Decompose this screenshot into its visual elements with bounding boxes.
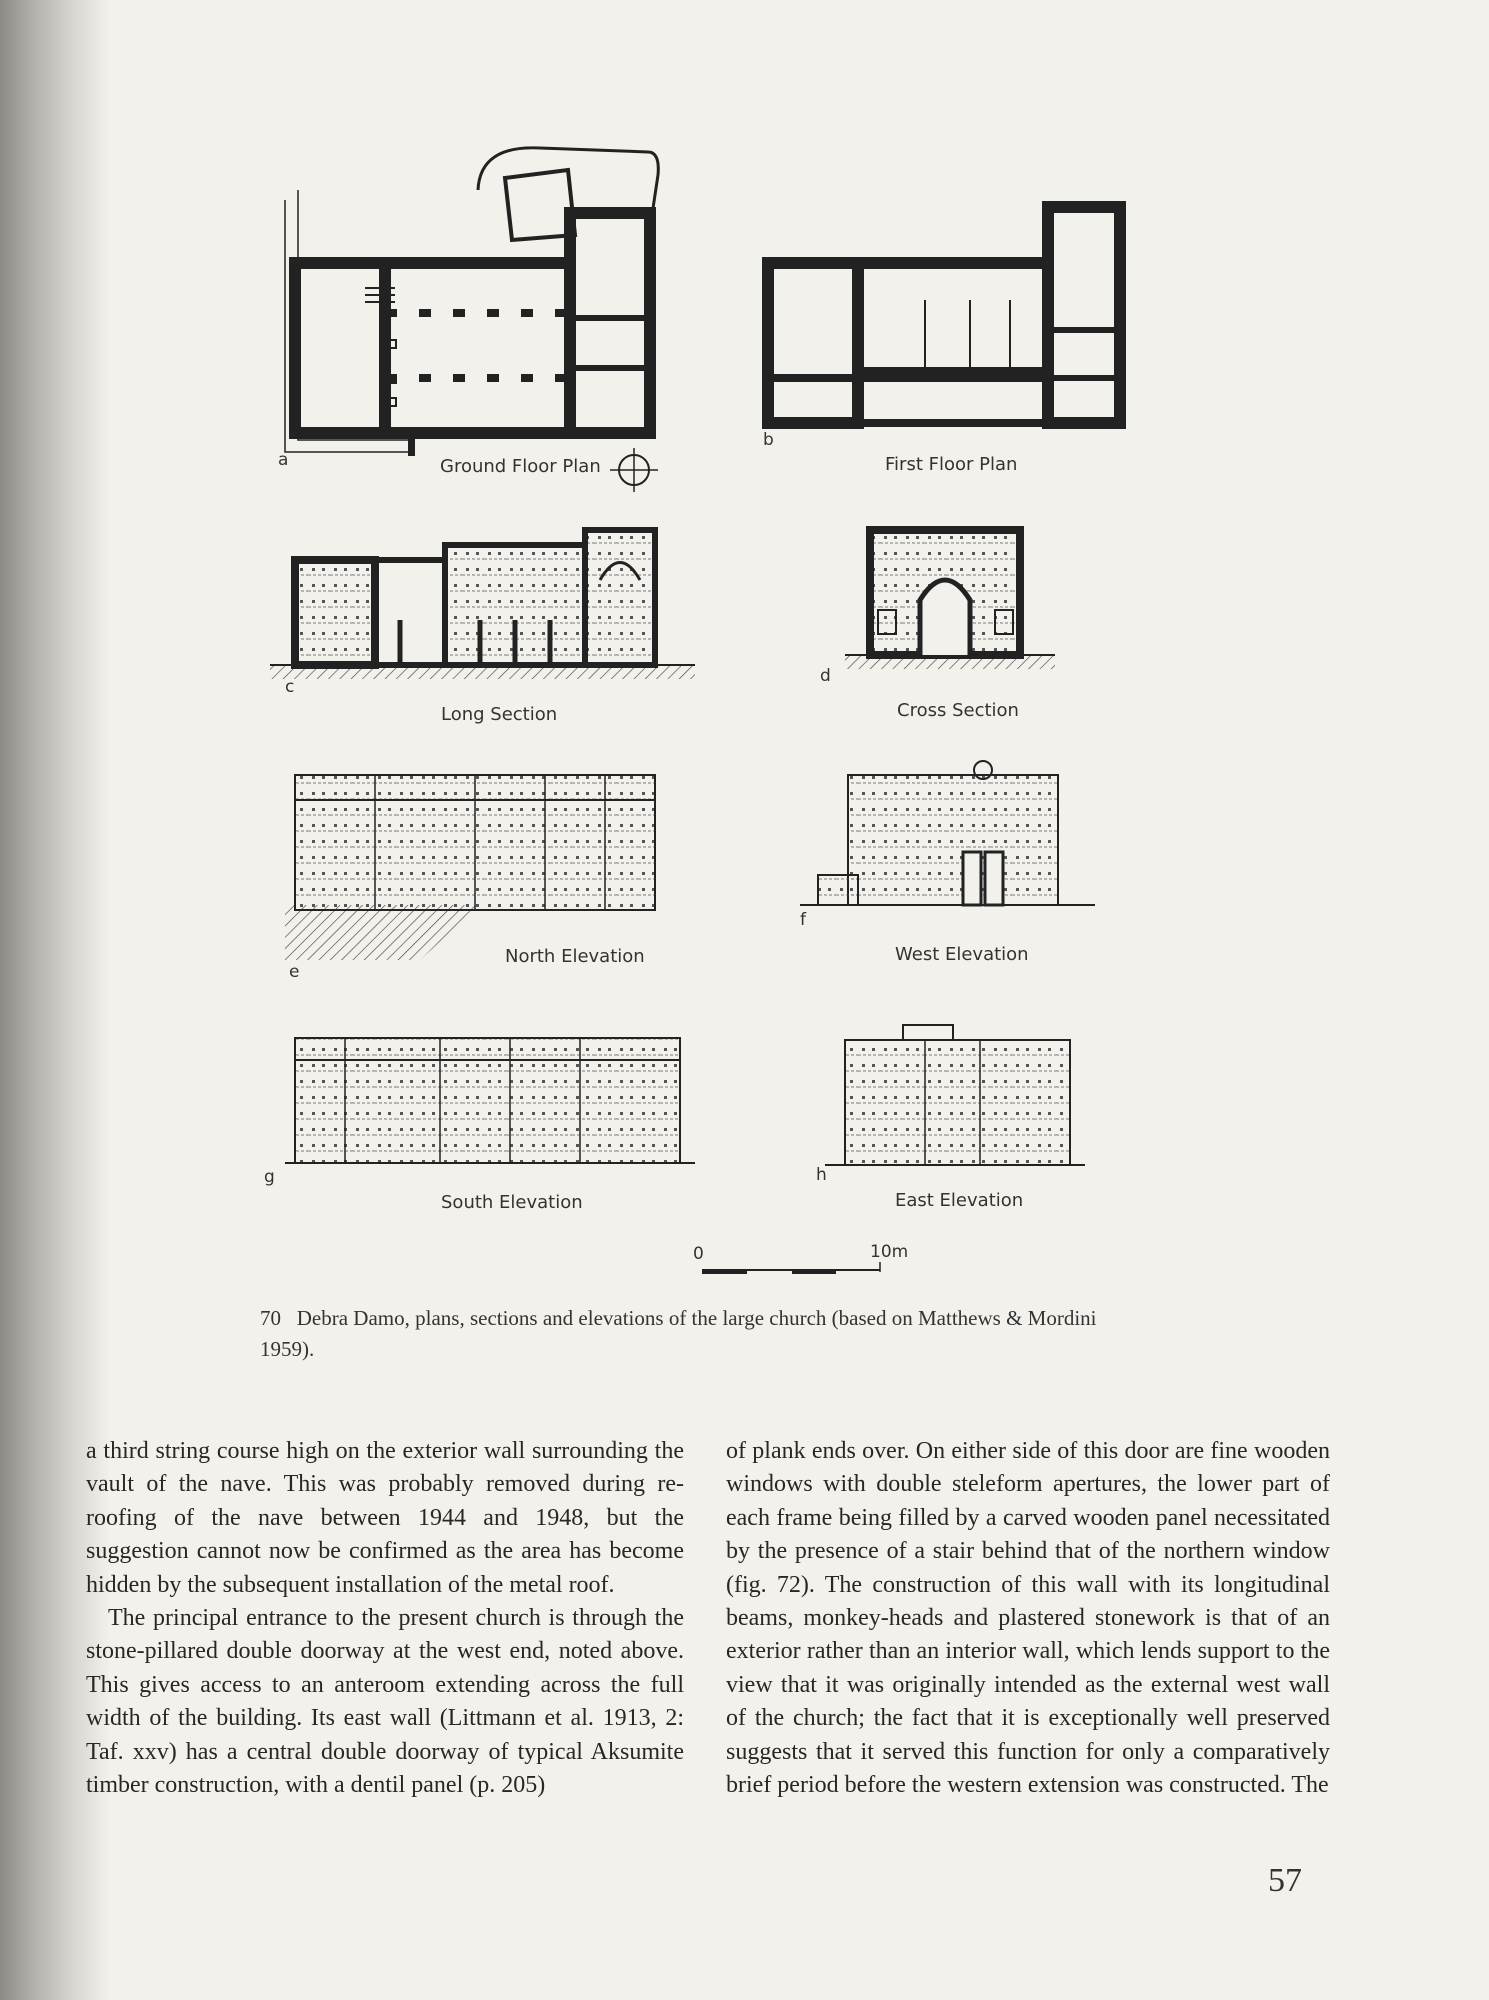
body-right-column (726, 1435, 1330, 1802)
long-section (270, 530, 695, 679)
east-elevation (825, 1025, 1085, 1165)
panel-label-north-elevation: North Elevation (505, 946, 645, 967)
north-elevation (285, 775, 655, 960)
body-left-column (86, 1435, 684, 1802)
west-elevation (800, 761, 1095, 905)
panel-label-west-elevation: West Elevation (895, 944, 1029, 965)
scale-end-label: 10m (870, 1242, 909, 1262)
panel-label-cross-section: Cross Section (897, 700, 1019, 721)
scale-bar (702, 1262, 880, 1274)
caption-number: 70 (260, 1306, 281, 1330)
panel-label-first-floor-plan: First Floor Plan (885, 454, 1018, 475)
scale-start-label: 0 (693, 1244, 704, 1264)
first-floor-plan (768, 207, 1120, 423)
panel-label-east-elevation: East Elevation (895, 1190, 1024, 1211)
panel-label-long-section: Long Section (441, 704, 558, 725)
panel-letter-e: e (289, 962, 300, 982)
figure-caption (260, 1303, 1140, 1365)
ground-floor-plan (285, 148, 658, 492)
panel-letter-h: h (816, 1165, 827, 1185)
south-elevation (285, 1038, 695, 1163)
panel-label-south-elevation: South Elevation (441, 1192, 583, 1213)
panel-letter-d: d (820, 666, 831, 686)
caption-text: Debra Damo, plans, sections and elevations of the large church (based on Matthews & Mordini 1959). (260, 1306, 1097, 1361)
panel-letter-f: f (800, 910, 806, 930)
panel-label-ground-floor-plan: Ground Floor Plan (440, 456, 601, 477)
paragraph: The principal entrance to the present church is through the stone-pillared double doorway at the west end, noted above. This gives access to an anteroom extending across the full width of the building. Its east wall (Littmann et al. 1913, 2: Taf. xxv) has a central double doorway of typical Aksumite timber construction, with a dentil panel (p. 205) (86, 1605, 684, 1799)
cross-section (845, 530, 1055, 669)
panel-letter-b: b (763, 430, 774, 450)
panel-letter-c: c (285, 677, 295, 697)
paragraph: a third string course high on the exterior wall surrounding the vault of the nave. This was probably removed during re-roofing of the nave between 1944 and 1948, but the suggestion cannot now be confirmed as the area has become hidden by the subsequent installation of the metal roof. (86, 1438, 684, 1598)
page-number: 57 (1268, 1862, 1302, 1899)
panel-letter-g: g (264, 1167, 275, 1187)
panel-letter-a: a (278, 450, 289, 470)
paragraph: of plank ends over. On either side of this door are fine wooden windows with double steleform apertures, the lower part of each frame being filled by a carved wooden panel necessitated by the presence of a stair behind that of the northern window (fig. 72). The construction of this wall with its longitudinal beams, monkey-heads and plastered stonework is that of an exterior rather than an interior wall, which lends support to the view that it was originally intended as the external west wall of the church; the fact that it is exceptionally well preserved suggests that it served this function for only a comparatively brief period before the western extension was constructed. The (726, 1438, 1330, 1799)
